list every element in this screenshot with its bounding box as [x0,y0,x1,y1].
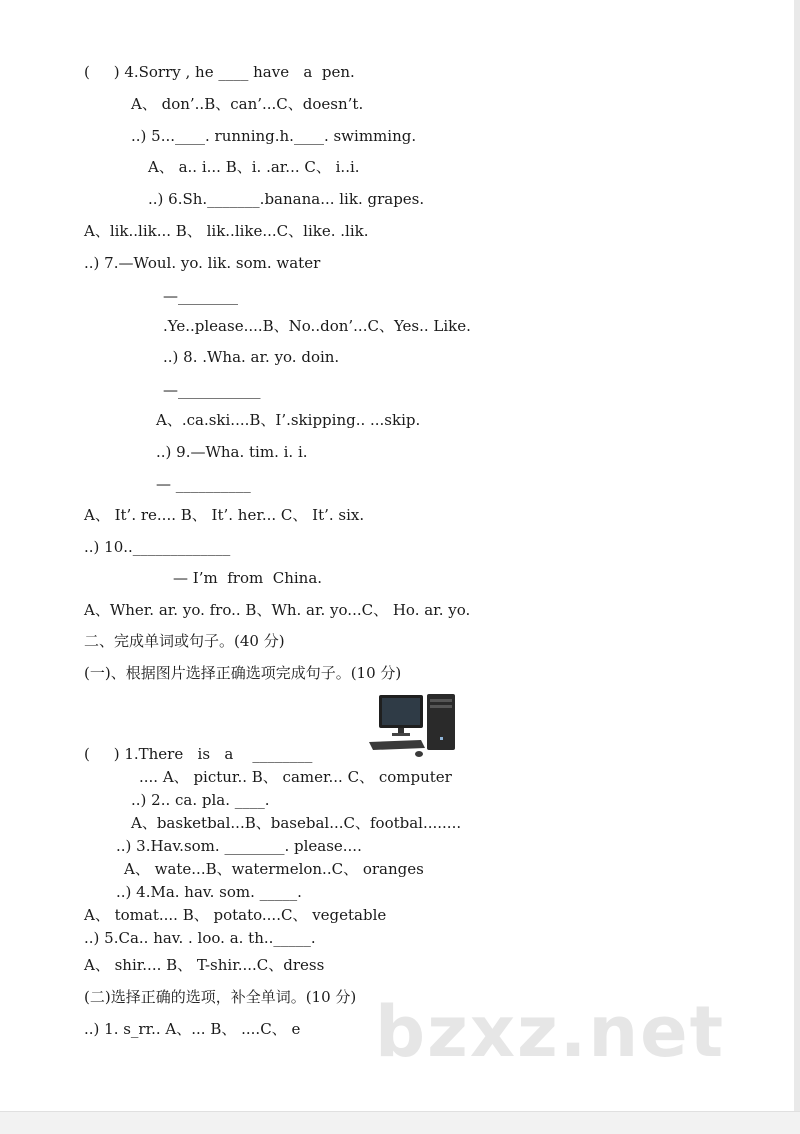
question-5: ..) 5...____. running.h.____. swimming. [131,127,417,145]
answer-line-7: —________ [163,287,238,305]
options-2-1: .... A、 pictur.. B、 camer... C、 computer [139,768,452,786]
options-2-2: A、basketbal...B、basebal...C、footbal........ [131,814,462,832]
options-4: A、 don’..B、can’...C、doesn’t. [131,95,364,113]
question-2-2: ..) 2.. ca. pla. ____. [131,791,270,809]
answer-10: — I’m from China. [173,569,323,587]
section-2-sub2-title: (二)选择正确的选项，补全单词。(10 分) [84,988,357,1006]
section-2-title: 二、完成单词或句子。(40 分) [84,632,285,650]
question-10: ..) 10.._____________ [84,538,231,556]
options-5: A、 a.. i... B、i. .ar... C、 i..i. [148,158,360,176]
options-8: A、.ca.ski....B、I’.skipping.. ...skip. [156,411,421,429]
question-3-1: ..) 1. s_rr.. A、... B、 ....C、 e [84,1020,301,1038]
question-4: ( ) 4.Sorry , he ____ have a pen. [84,63,355,81]
question-7: ..) 7.—Woul. yo. lik. som. water [84,254,321,272]
question-2-4: ..) 4.Ma. hav. som. _____. [116,883,302,901]
question-9: ..) 9.—Wha. tim. i. i. [156,443,308,461]
options-2-4: A、 tomat.... B、 potato....C、 vegetable [84,906,387,924]
options-7: .Ye..please....B、No..don’...C、Yes.. Like. [163,317,471,335]
section-2-sub1-title: (一)、根据图片选择正确选项完成句子。(10 分) [84,664,402,682]
answer-line-9: — __________ [156,475,251,493]
options-9: A、 It’. re.... B、 It’. her... C、 It’. six. [84,506,365,524]
page-footer-band [0,1111,800,1134]
question-2-1: ( ) 1.There is a ________ [84,745,313,763]
options-2-3: A、 wate...B、watermelon..C、 oranges [124,860,424,878]
options-2-5: A、 shir.... B、 T-shir....C、dress [84,956,325,974]
options-10: A、Wher. ar. yo. fro.. B、Wh. ar. yo...C、 Ho. ar. yo. [84,601,471,619]
watermark-text: bzxz.net [375,991,726,1073]
question-2-5: ..) 5.Ca.. hav. . loo. a. th.._____. [84,929,316,947]
desktop-computer-icon [367,692,463,760]
question-8: ..) 8. .Wha. ar. yo. doin. [163,348,340,366]
question-2-3: ..) 3.Hav.som. ________. please.... [116,837,362,855]
options-6: A、lik..lik... B、 lik..like...C、like. .lik. [84,222,369,240]
page-edge-shadow [794,0,800,1134]
answer-line-8: —___________ [163,381,261,399]
question-6: ..) 6.Sh._______.banana... lik. grapes. [148,190,425,208]
